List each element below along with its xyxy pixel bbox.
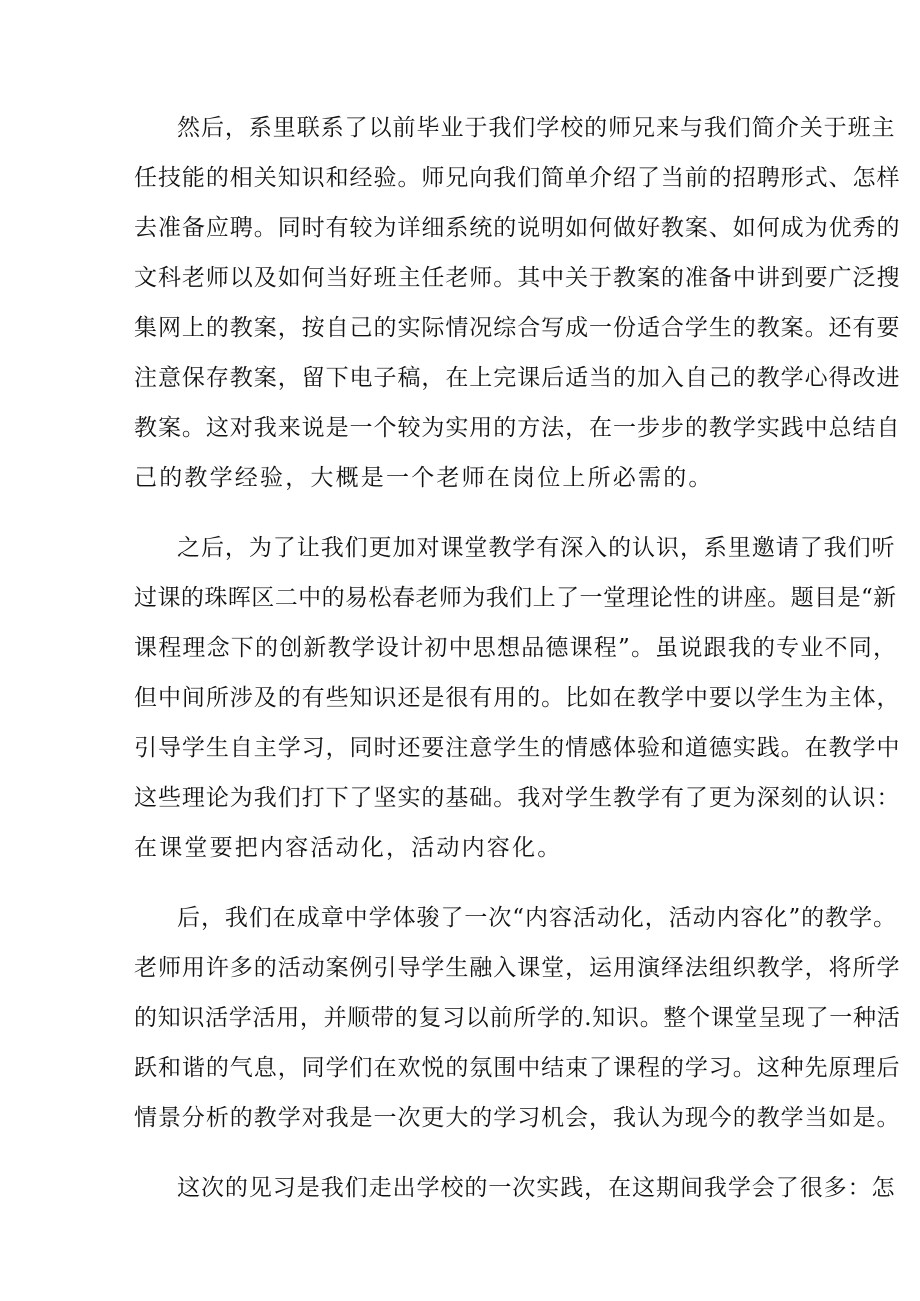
paragraph-3-line-5: 情景分析的教学对我是一次更大的学习机会，我认为现今的教学当如是。: [134, 1105, 901, 1131]
paragraph-2-line-5: 引导学生自主学习，同时还要注意学生的情感体验和道德实践。在教学中: [134, 735, 901, 761]
paragraph-1-line-2: 任技能的相关知识和经验。师兄向我们简单介绍了当前的招聘形式、怎样: [134, 165, 901, 191]
paragraph-3-line-1: 后，我们在成章中学体骏了一次“内容活动化，活动内容化”的教学。: [177, 905, 897, 931]
paragraph-1-line-8: 己的教学经验，大概是一个老师在岗位上所必需的。: [134, 465, 714, 491]
paragraph-1-line-3: 去准备应聘。同时有较为详细系统的说明如何做好教案、如何成为优秀的: [134, 215, 901, 241]
paragraph-4-line-1: 这次的见习是我们走出学校的一次实践，在这期间我学会了很多：怎: [177, 1175, 896, 1201]
paragraph-2-line-1: 之后，为了让我们更加对课堂教学有深入的认识，系里邀请了我们听: [177, 535, 896, 561]
paragraph-2-line-7: 在课堂要把内容活动化，活动内容化。: [134, 835, 563, 861]
paragraph-2-line-2: 过课的珠晖区二中的易松春老师为我们上了一堂理论性的讲座。题目是“新: [134, 585, 897, 611]
paragraph-2-line-3: 课程理念下的创新教学设计初中思想品德课程”。虽说跟我的专业不同，: [134, 635, 898, 661]
paragraph-1-line-4: 文科老师以及如何当好班主任老师。其中关于教案的准备中讲到要广泛搜: [134, 265, 901, 291]
paragraph-3-line-4: 跃和谐的气息，同学们在欢悦的氛围中结束了课程的学习。这种先原理后: [134, 1055, 901, 1081]
paragraph-3-line-2: 老师用许多的活动案例引导学生融入课堂，运用演绎法组织教学，将所学: [134, 955, 901, 981]
paragraph-1-line-5: 集网上的教案，按自己的实际情况综合写成一份适合学生的教案。还有要: [134, 315, 901, 341]
paragraph-1-line-6: 注意保存教案，留下电子稿，在上完课后适当的加入自己的教学心得改进: [134, 365, 901, 391]
paragraph-2-line-6: 这些理论为我们打下了坚实的基础。我对学生教学有了更为深刻的认识：: [134, 785, 901, 811]
paragraph-3-line-3: 的知识活学活用，并顺带的复习以前所学的.知识。整个课堂呈现了一种活: [134, 1005, 901, 1031]
paragraph-1-line-7: 教案。这对我来说是一个较为实用的方法，在一步步的教学实践中总结自: [134, 415, 901, 441]
paragraph-1-line-1: 然后，系里联系了以前毕业于我们学校的师兄来与我们简介关于班主: [177, 115, 896, 141]
paragraph-2-line-4: 但中间所涉及的有些知识还是很有用的。比如在教学中要以学生为主体，: [134, 685, 901, 711]
